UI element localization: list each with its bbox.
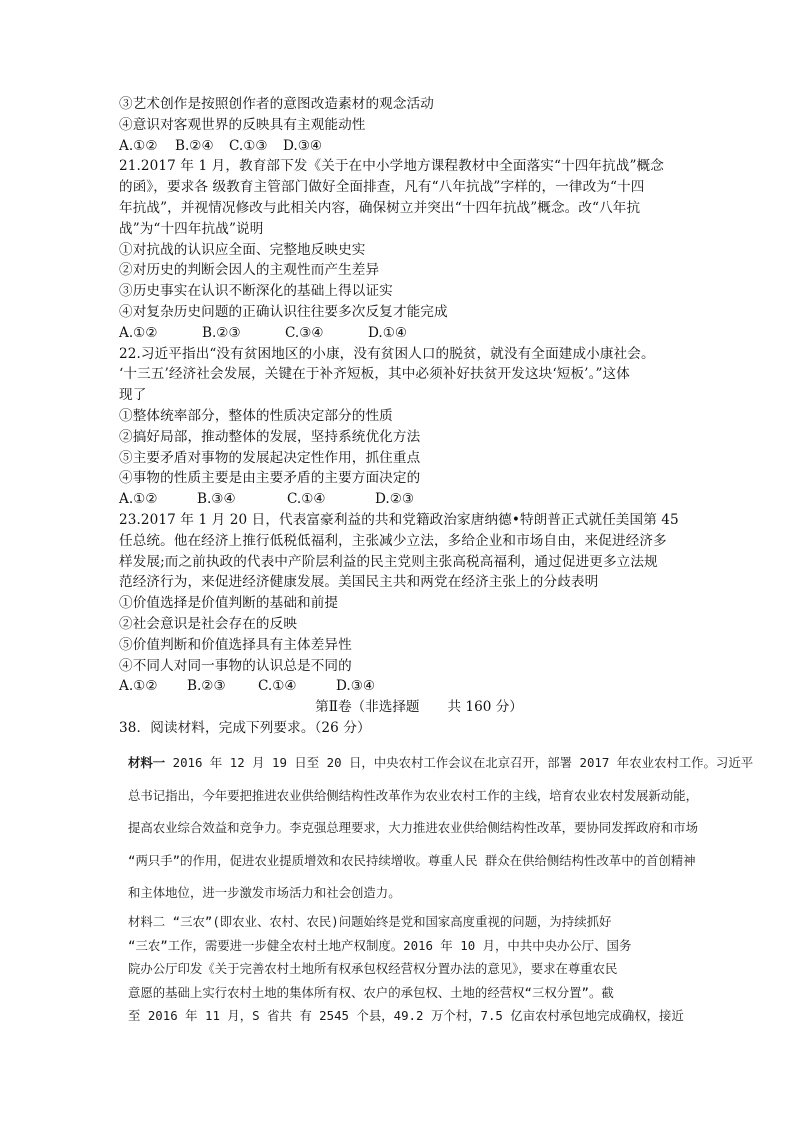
material-1-line: [128, 747, 780, 780]
option-a: A.①②: [119, 324, 158, 341]
option-d: D.②③: [375, 491, 415, 508]
q21-item: ④对复杂历史问题的正确认识往往要多次反复才能完成: [119, 303, 448, 320]
option-b: B.②③: [202, 324, 241, 341]
material-2-line: 材料二 “三农”(即农业、农村、农民)问题始终是党和国家高度重视的问题，为持续抓好: [128, 914, 612, 929]
option-b: B.②④: [175, 137, 214, 154]
q20-item-3: ③艺术创作是按照创作者的意图改造素材的观念活动: [119, 96, 434, 112]
option-c: C.①④: [287, 491, 326, 508]
q21-stem-line: 年抗战”，并视情况修改与此相关内容，确保树立并突出“十四年抗战”概念。改“八年抗: [119, 199, 641, 216]
q20-options: [119, 136, 679, 157]
q38-stem: 38．阅读材料，完成下列要求。（26 分）: [119, 719, 371, 736]
q20-item-4: ④意识对客观世界的反映具有主观能动性: [119, 116, 366, 133]
question-23: [119, 510, 679, 697]
material-2-line: 院办公厅印发《关于完善农村土地所有权承包权经营权分置办法的意见》，要求在尊重农民: [128, 961, 618, 977]
material-1-text: 2016 年 12 月 19 日至 20 日，中央农村工作会议在北京召开，部署 2017 年农业农村工作。习近平: [165, 755, 754, 770]
material-1-label: 材料一: [128, 755, 166, 770]
material-2-line: 意愿的基础上实行农村土地的集体所有权、农户的承包权、土地的经营权“三权分置”。截: [128, 984, 614, 1000]
q21-stem-line: 战”为“十四年抗战”说明: [119, 220, 264, 237]
section-2-title: [119, 697, 679, 718]
question-22: [119, 344, 679, 510]
q23-stem-line: 23.2017 年 1 月 20 日，代表富豪利益的共和党籍政治家唐纳德•特朗普正式就任美国第 45: [119, 511, 679, 528]
q23-item: ②社会意识是社会存在的反映: [119, 615, 298, 632]
q22-item: ①整体统率部分，整体的性质决定部分的性质: [119, 407, 393, 424]
material-1-line: 总书记指出，今年要把推进农业供给侧结构性改革作为农业农村工作的主线，培育农业农村发展新动能，: [128, 787, 698, 803]
q23-item: ①价值选择是价值判断的基础和前提: [119, 595, 339, 612]
q23-stem-line: 样发展;而之前执政的代表中产阶层利益的民主党则主张高税高福利，通过促进更多立法规: [119, 553, 658, 570]
q23-options: [119, 676, 679, 697]
q22-stem-line: 22.习近平指出“没有贫困地区的小康，没有贫困人口的脱贫，就没有全面建成小康社会。: [119, 345, 655, 362]
option-c: C.③④: [285, 324, 324, 341]
option-d: D.③④: [336, 678, 376, 695]
material-1-line: “两只手”的作用，促进农业提质增效和农民持续增收。尊重人民 群众在供给侧结构性改革中的首创精神: [128, 852, 696, 868]
material-1: [128, 747, 780, 910]
q21-options: [119, 323, 679, 344]
material-2-line: 至 2016 年 11 月，S 省共 有 2545 个县，49.2 万个村，7.5 亿亩农村承包地完成确权，接近: [128, 1008, 684, 1024]
option-a: A.①②: [119, 137, 158, 154]
option-a: A.①②: [119, 491, 158, 508]
q23-stem-line: 范经济行为，来促进经济健康发展。美国民主共和两党在经济主张上的分歧表明: [119, 574, 599, 591]
q23-stem-line: 任总统。他在经济上推行低税低福利，主张减少立法，多给企业和市场自由，来促进经济多: [119, 532, 667, 549]
q22-item: ⑤主要矛盾对事物的发展起决定性作用，抓住重点: [119, 449, 421, 466]
question-21: [119, 156, 679, 343]
q21-item: ①对抗战的认识应全面、完整地反映史实: [119, 241, 366, 258]
q21-item: ②对历史的判断会因人的主观性而产生差异: [119, 262, 380, 279]
option-d: D.③④: [283, 137, 323, 154]
q21-stem-line: 的函》，要求各 级教育主管部门做好全面排查，凡有“八年抗战”字样的，一律改为“十四: [119, 179, 645, 196]
option-b: B.③④: [197, 491, 236, 508]
q22-item: ④事物的性质主要是由主要矛盾的主要方面决定的: [119, 470, 421, 487]
q22-stem-line: 现了: [119, 387, 147, 404]
q23-item: ⑤价值判断和价值选择具有主体差异性: [119, 636, 352, 653]
exam-page: [119, 94, 679, 739]
q21-item: ③历史事实在认识不断深化的基础上得以证实: [119, 283, 393, 300]
section-2-label: 第Ⅱ卷（非选择题: [315, 699, 420, 716]
option-c: C.①③: [229, 137, 268, 154]
option-a: A.①②: [119, 678, 158, 695]
material-1-line: 和主体地位，进一步激发市场活力和社会创造力。: [128, 885, 401, 901]
q22-stem-line: ‘十三五’经济社会发展，关键在于补齐短板，其中必须补好扶贫开发这块‘短板’。”这体: [119, 366, 630, 383]
q21-stem-line: 21.2017 年 1 月，教育部下发《关于在中小学地方课程教材中全面落实“十四年抗战”概念: [119, 158, 664, 175]
q22-item: ②搞好局部，推动整体的发展，坚持系统优化方法: [119, 428, 421, 445]
q22-options: [119, 489, 679, 510]
option-b: B.②③: [187, 678, 226, 695]
material-2-line: “三农”工作，需要进一步健全农村土地产权制度。2016 年 10 月，中共中央办公厅、国务: [128, 937, 632, 953]
q23-item: ④不同人对同一事物的认识总是不同的: [119, 657, 352, 674]
section-2-score: 共 160 分）: [447, 699, 523, 716]
option-c: C.①④: [258, 678, 297, 695]
option-d: D.①④: [368, 324, 408, 341]
material-2: [128, 910, 770, 1028]
material-1-line: 提高农业综合效益和竞争力。李克强总理要求，大力推进农业供给侧结构性改革，要协同发挥政府和市场: [128, 820, 698, 836]
